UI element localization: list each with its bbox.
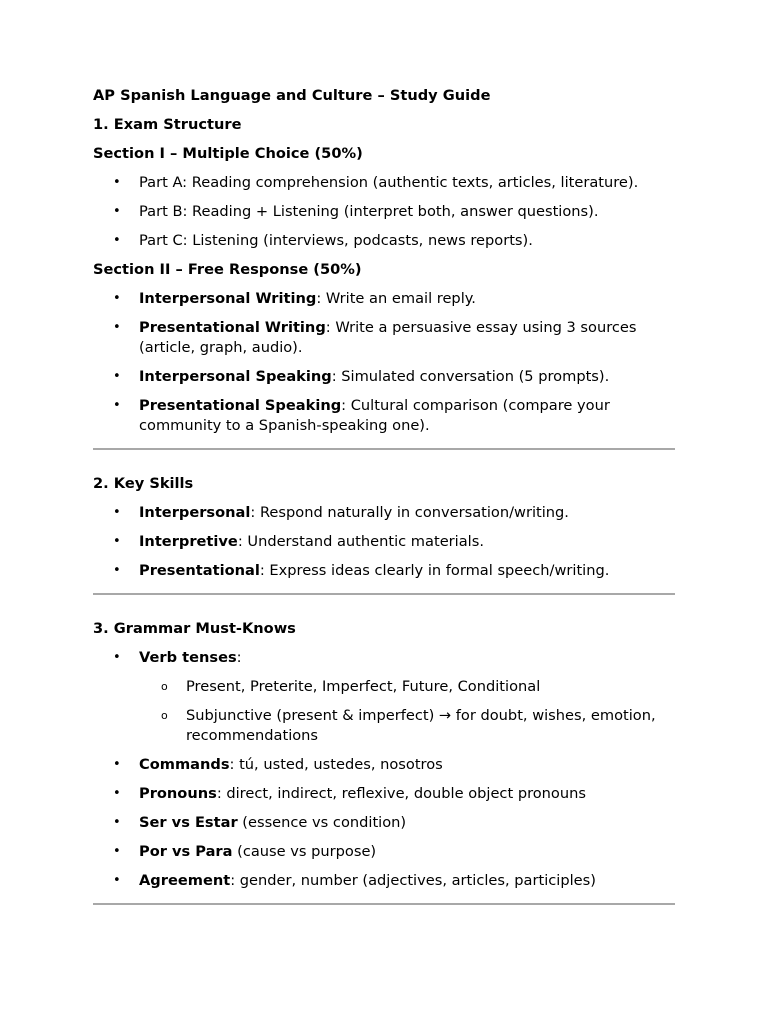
list-item-term: Interpersonal Writing <box>139 290 317 307</box>
bullet-marker: • <box>113 786 121 801</box>
list-item <box>93 561 675 581</box>
bullet-marker: • <box>113 291 121 306</box>
list-item-text: : Write a persuasive essay using 3 sources (article, graph, audio). <box>139 319 637 356</box>
bullet-marker: • <box>113 757 121 772</box>
list-item-text: : Respond naturally in conversation/writing. <box>250 504 569 521</box>
section-i-list <box>93 173 675 251</box>
list-item-text: : gender, number (adjectives, articles, participles) <box>230 872 596 889</box>
list-item <box>93 532 675 552</box>
list-item-term: Presentational Writing <box>139 319 326 336</box>
list-item <box>93 289 675 309</box>
bullet-marker: • <box>113 650 121 665</box>
section-1-heading: 1. Exam Structure <box>93 116 242 133</box>
bullet-marker: • <box>113 320 121 335</box>
bullet-marker: • <box>113 204 121 219</box>
bullet-marker: • <box>113 815 121 830</box>
list-item-text: Part B: Reading + Listening (interpret both, answer questions). <box>139 203 599 220</box>
document-title: AP Spanish Language and Culture – Study Guide <box>93 87 491 104</box>
sub-bullet-marker: o <box>161 680 168 693</box>
list-item-text: (cause vs purpose) <box>232 843 377 860</box>
list-item-text: : Cultural comparison (compare your community to a Spanish-speaking one). <box>139 397 610 434</box>
sub-list-item-text: Subjunctive (present & imperfect) → for doubt, wishes, emotion, recommendations <box>186 707 656 744</box>
list-item-text: : Understand authentic materials. <box>237 533 484 550</box>
list-item <box>93 202 675 222</box>
list-item-text: Part A: Reading comprehension (authentic texts, articles, literature). <box>139 174 639 191</box>
list-item-term: Commands <box>139 756 230 773</box>
list-item-term: Interpersonal Speaking <box>139 368 332 385</box>
list-item-term: Presentational Speaking <box>139 397 342 414</box>
list-item-text: : <box>236 649 242 666</box>
list-item-text: : Simulated conversation (5 prompts). <box>331 368 610 385</box>
bullet-marker: • <box>113 175 121 190</box>
list-item <box>93 231 675 251</box>
list-item-term: Presentational <box>139 562 260 579</box>
list-item <box>93 503 675 523</box>
section-divider <box>93 903 675 905</box>
list-item-term: Verb tenses <box>139 649 237 666</box>
list-item <box>93 396 675 436</box>
list-item <box>93 173 675 193</box>
sub-list-item <box>139 706 675 746</box>
bullet-marker: • <box>113 844 121 859</box>
section-3-heading: 3. Grammar Must-Knows <box>93 620 296 637</box>
list-item <box>93 755 675 775</box>
study-guide-page <box>93 86 675 929</box>
list-item-text: Part C: Listening (interviews, podcasts, news reports). <box>139 232 533 249</box>
sub-list-item-text: Present, Preterite, Imperfect, Future, Conditional <box>186 678 541 695</box>
list-item <box>93 367 675 387</box>
sub-bullet-marker: o <box>161 709 168 722</box>
list-item-text: : Express ideas clearly in formal speech/writing. <box>259 562 610 579</box>
list-item-text: : Write an email reply. <box>316 290 476 307</box>
list-item <box>93 813 675 833</box>
section-ii-heading: Section II – Free Response (50%) <box>93 261 362 278</box>
section-2-heading: 2. Key Skills <box>93 475 194 492</box>
bullet-marker: • <box>113 398 121 413</box>
list-item-term: Pronouns <box>139 785 217 802</box>
list-item-term: Agreement <box>139 872 231 889</box>
list-item-text: (essence vs condition) <box>237 814 407 831</box>
list-item <box>93 871 675 891</box>
list-item <box>93 842 675 862</box>
section-divider <box>93 448 675 450</box>
grammar-list <box>93 648 675 891</box>
bullet-marker: • <box>113 563 121 578</box>
bullet-marker: • <box>113 369 121 384</box>
verb-tenses-sublist <box>139 677 675 746</box>
list-item <box>93 784 675 804</box>
list-item <box>93 648 675 746</box>
list-item-term: Ser vs Estar <box>139 814 238 831</box>
list-item-text: : tú, usted, ustedes, nosotros <box>229 756 443 773</box>
section-ii-list <box>93 289 675 436</box>
section-i-heading: Section I – Multiple Choice (50%) <box>93 145 363 162</box>
list-item-term: Por vs Para <box>139 843 233 860</box>
list-item-term: Interpersonal <box>139 504 251 521</box>
bullet-marker: • <box>113 233 121 248</box>
bullet-marker: • <box>113 534 121 549</box>
bullet-marker: • <box>113 505 121 520</box>
section-divider <box>93 593 675 595</box>
key-skills-list <box>93 503 675 581</box>
list-item-term: Interpretive <box>139 533 238 550</box>
sub-list-item <box>139 677 675 697</box>
list-item <box>93 318 675 358</box>
bullet-marker: • <box>113 873 121 888</box>
list-item-text: : direct, indirect, reflexive, double object pronouns <box>216 785 586 802</box>
